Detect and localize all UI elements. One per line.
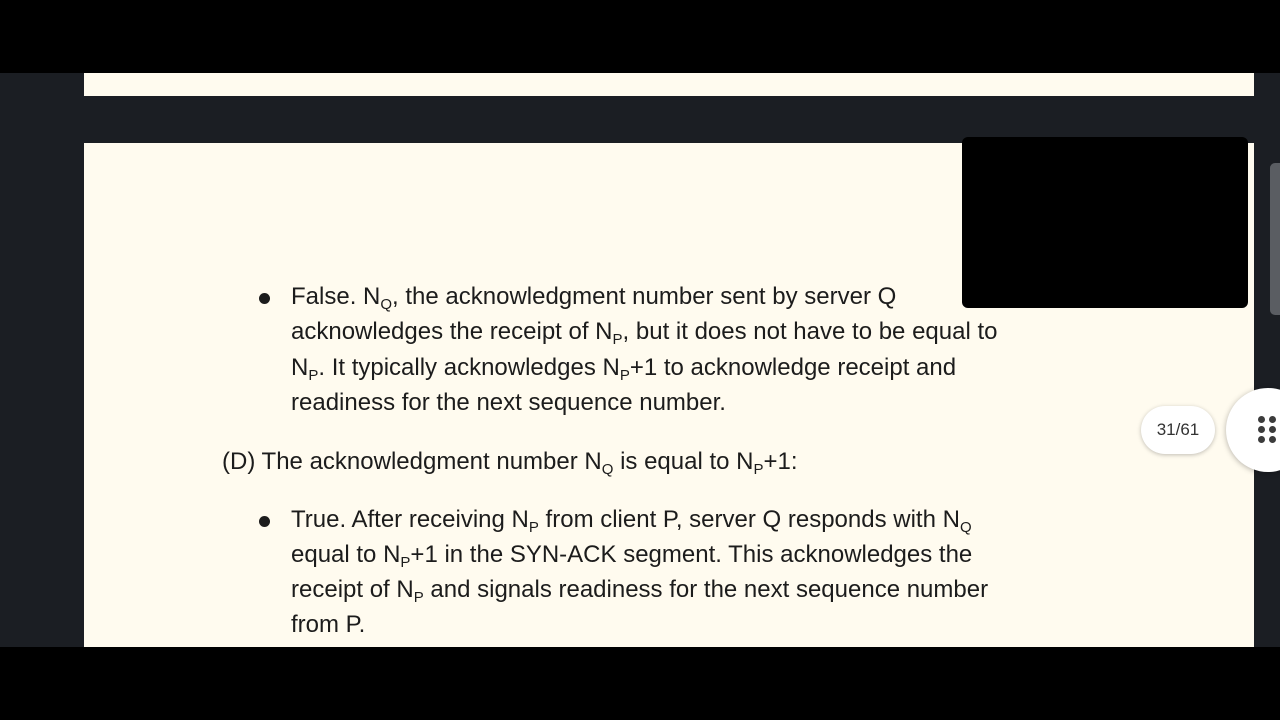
text-line: True. After receiving $N_P$ from client P, server Q responds with $N_Q$	[291, 506, 972, 536]
text-line: acknowledges the receipt of $N_P$, but it does not have to be equal to	[291, 318, 998, 348]
page-counter: 31/61	[1141, 406, 1215, 454]
bullet-dot	[259, 293, 270, 304]
drag-dots-icon	[1258, 416, 1278, 444]
previous-page-edge	[84, 73, 1254, 96]
option-d-heading: (D) The acknowledgment number $N_Q$ is equal to $N_P+1$:	[222, 448, 798, 478]
top-letterbox	[0, 0, 1280, 73]
text-line: equal to $N_P+1$ in the SYN-ACK segment. This acknowledges the	[291, 541, 973, 571]
scrollbar-thumb[interactable]	[1270, 163, 1280, 315]
bullet-dot	[259, 516, 270, 527]
text-line: readiness for the next sequence number.	[291, 389, 726, 416]
text-line: from P.	[291, 611, 366, 638]
bottom-letterbox	[0, 647, 1280, 720]
text-line: $N_P$. It typically acknowledges $N_P+1$ to acknowledge receipt and	[291, 354, 957, 384]
text-line: False. $N_Q$, the acknowledgment number sent by server Q	[291, 283, 897, 313]
redaction-overlay	[962, 137, 1248, 308]
text-line: receipt of $N_P$ and signals readiness for the next sequence number	[291, 576, 989, 606]
